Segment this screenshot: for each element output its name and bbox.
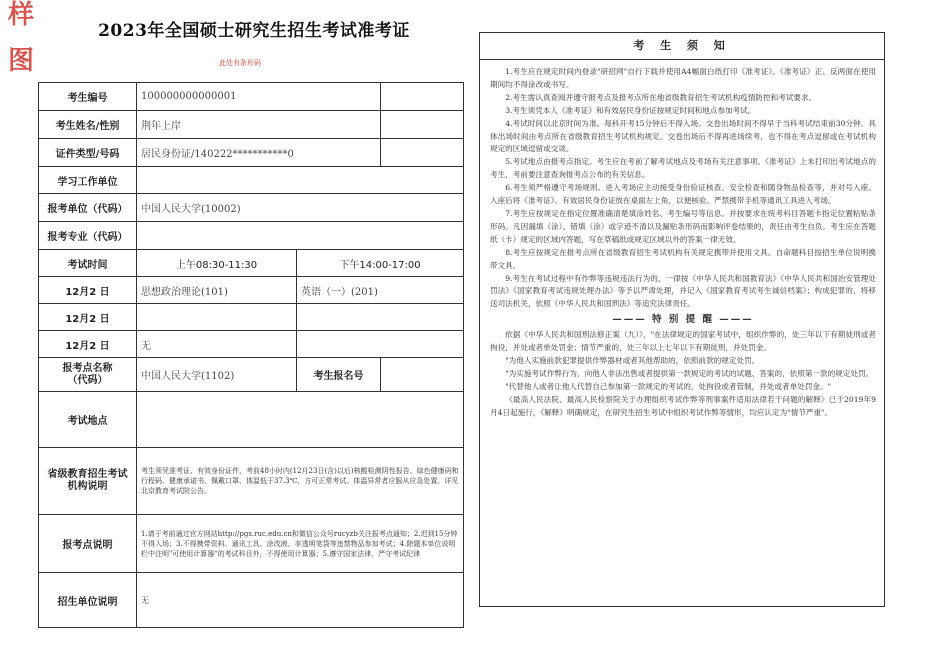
morning-session-header: 上午08:30-11:30 bbox=[137, 250, 297, 277]
id-value: 居民身份证/140222***********0 bbox=[137, 139, 381, 167]
barcode-placeholder-note: 此处有条形码 bbox=[219, 59, 261, 67]
seat-value bbox=[381, 358, 464, 392]
candidate-notice-panel bbox=[479, 32, 885, 607]
seat-label: 考生报名号 bbox=[297, 358, 381, 392]
apply-unit-label: 报考单位（代码） bbox=[39, 194, 137, 222]
schedule-morning-2 bbox=[137, 304, 297, 331]
site-note-text: 1.请于考前通过官方网站http://pgs.ruc.edu.cn和微信公众号rucyzb关注报考点通知；2.迟到15分钟不得入场；3.不得携带资料、通讯工具、涂改液、非透明笔袋等违禁物品参加考试；4.除题本单位说明栏中注明"可使用计算器"的考试科目外，不得使用计算器；5.遵守国家法律，严守考试纪律 bbox=[137, 515, 464, 573]
name-label: 考生姓名/性别 bbox=[39, 111, 137, 139]
schedule-afternoon-3 bbox=[297, 331, 464, 358]
apply-major-label: 报考专业（代码） bbox=[39, 222, 137, 250]
notice-item: 6.考生须严格遵守考场规则。进入考场应主动接受身份验证核查、安全检查和随身物品检查等，并对号入座。入座后将《准考证》、有效居民身份证放在桌面左上角，以便核验。严禁携带手机等通讯工具进入考场。 bbox=[490, 183, 876, 206]
notice-item: 2.考生需认真查阅并遵守报考点及报考点所在地省级教育招生考试机构疫情防控和考试要求。 bbox=[505, 92, 817, 102]
id-label: 证件类型/号码 bbox=[39, 139, 137, 167]
candidate-no-value: 100000000000001 bbox=[137, 83, 381, 111]
schedule-row-2 bbox=[39, 304, 464, 331]
afternoon-session-header: 下午14:00-17:00 bbox=[297, 250, 464, 277]
schedule-morning-3: 无 bbox=[137, 331, 297, 358]
apply-major-value bbox=[137, 222, 464, 250]
admission-ticket-table bbox=[38, 82, 464, 628]
photo-cell bbox=[381, 83, 464, 111]
exam-location-label: 考试地点 bbox=[39, 392, 137, 448]
row-id bbox=[39, 139, 464, 167]
schedule-row-1 bbox=[39, 277, 464, 304]
admit-unit-text: 无 bbox=[137, 573, 464, 628]
row-apply-unit bbox=[39, 194, 464, 222]
exam-time-label: 考试时间 bbox=[39, 250, 137, 277]
row-candidate-no bbox=[39, 83, 464, 111]
row-site-note bbox=[39, 515, 464, 573]
page-title: 2023年全国硕士研究生招生考试准考证 bbox=[98, 21, 410, 41]
row-exam-location bbox=[39, 392, 464, 448]
photo-cell-3 bbox=[381, 139, 464, 167]
row-name bbox=[39, 111, 464, 139]
notice-body bbox=[490, 66, 876, 419]
work-unit-value bbox=[137, 167, 464, 194]
reminder-item: "为他人实施前款犯罪提供作弊器材或者其他帮助的，依照前款的规定处罚。 bbox=[505, 355, 760, 365]
schedule-morning-1: 思想政治理论(101) bbox=[137, 277, 297, 304]
row-exam-time-header bbox=[39, 250, 464, 277]
provincial-note-text: 考生须凭准考证、有效身份证件、考前48小时内(12月23日(含)以后)核酸检测阴性报告、绿色健康码和行程码、健康承诺书、佩戴口罩、体温低于37.3℃，方可正常考试。体温异常者应服从应急处置。详见北京教育考试院公告。 bbox=[137, 448, 464, 515]
notice-item: 1.考生应在规定时间内登录"研招网"自行下载并使用A4幅面白纸打印《准考证》。《准考证》正、反两面在使用期间均不得涂改或书写。 bbox=[490, 67, 876, 89]
candidate-no-label: 考生编号 bbox=[39, 83, 137, 111]
photo-cell-2 bbox=[381, 111, 464, 139]
row-admit-unit bbox=[39, 573, 464, 628]
schedule-date-2: 12月2 日 bbox=[39, 304, 137, 331]
watermark-sample-char-2: 图 bbox=[8, 46, 35, 76]
site-name-value: 中国人民大学(1102) bbox=[137, 358, 297, 392]
reminder-item: "代替他人或者让他人代替自己参加第一款规定的考试的，处拘役或者管制，并处或者单处罚金。" bbox=[505, 381, 832, 391]
notice-item: 7.考生应按规定在指定位置准确清楚填涂姓名、考生编号等信息。并按要求在统考科目答题卡指定位置粘贴条形码。凡因漏填（涂）、错填（涂）或字迹不清以及漏贴条形码而影响评卷结果的，责任由考生自负。考生应在答题纸（卡）规定的区域内答题，写在草稿纸或规定区域以外的答案一律无效。 bbox=[490, 208, 876, 244]
notice-title: 考 生 须 知 bbox=[480, 33, 884, 60]
provincial-note-label: 省级教育招生考试 机构说明 bbox=[39, 448, 137, 515]
exam-location-value bbox=[137, 392, 464, 448]
notice-item: 4.考试时间以北京时间为准。每科开考15分钟后不得入场。交卷出场时间不得早于当科考试结束前30分钟。具体出场时间由考点所在省级教育招生考试机构规定。交卷出场后不得再进场续考，也不得在考点逗留或在考试机构规定的区域逗留或交谈。 bbox=[490, 118, 876, 154]
schedule-row-3 bbox=[39, 331, 464, 358]
notice-item: 9.考生在考试过程中有作弊等违规违法行为的，一律按《中华人民共和国教育法》《中华人民共和国治安管理处罚法》《国家教育考试违规处理办法》等予以严肃处理，并记入《国家教育考试考生诚信档案》；构成犯罪的，将移送司法机关，依照《中华人民共和国刑法》等追究法律责任。 bbox=[490, 273, 876, 309]
row-site-name bbox=[39, 358, 464, 392]
schedule-afternoon-1: 英语（一）(201) bbox=[297, 277, 464, 304]
apply-unit-value: 中国人民大学(10002) bbox=[137, 194, 464, 222]
reminder-item: "为实施考试作弊行为，向他人非法出售或者提供第一款规定的考试的试题、答案的，依照第一款的规定处罚。 bbox=[505, 368, 874, 378]
row-work-unit bbox=[39, 167, 464, 194]
row-apply-major bbox=[39, 222, 464, 250]
notice-item: 8.考生应按规定在报考点所在省级教育招生考试机构有关规定携带并使用文具。自命题科目按招生单位说明携带文具。 bbox=[490, 247, 876, 270]
site-name-label: 报考点名称 （代码） bbox=[39, 358, 137, 392]
watermark-sample-char-1: 样 bbox=[8, 0, 35, 30]
schedule-date-3: 12月2 日 bbox=[39, 331, 137, 358]
notice-item: 5.考试地点由报考点指定。考生应在考前了解考试地点及考场有关注意事项。《准考证》上未打印出考试地点的考生，考前要注意查询报考点公布的有关信息。 bbox=[490, 157, 876, 180]
notice-item: 3.考生须凭本人《准考证》和有效居民身份证按规定时间和地点参加考试。 bbox=[505, 105, 756, 115]
name-value: 荆年上岸 bbox=[137, 111, 381, 139]
reminder-item: 依据《中华人民共和国刑法修正案（九）》，"在法律规定的国家考试中，组织作弊的，处三年以下有期徒刑或者拘役，并处或者单处罚金；情节严重的，处三年以上七年以下有期徒刑，并处罚金。 bbox=[490, 330, 876, 353]
special-reminder-title: ——— 特 别 提 醒 ——— bbox=[612, 314, 754, 326]
site-note-label: 报考点说明 bbox=[39, 515, 137, 573]
work-unit-label: 学习工作单位 bbox=[39, 167, 137, 194]
reminder-item: 《最高人民法院、最高人民检察院关于办理组织考试作弊等刑事案件适用法律若干问题的解释》已于2019年9月4日起施行，《解释》明确规定，在研究生招生考试中组织考试作弊等情形，均应认定为"情节严重"。 bbox=[490, 394, 876, 417]
schedule-afternoon-2 bbox=[297, 304, 464, 331]
row-provincial-note bbox=[39, 448, 464, 515]
admit-unit-label: 招生单位说明 bbox=[39, 573, 137, 628]
schedule-date-1: 12月2 日 bbox=[39, 277, 137, 304]
